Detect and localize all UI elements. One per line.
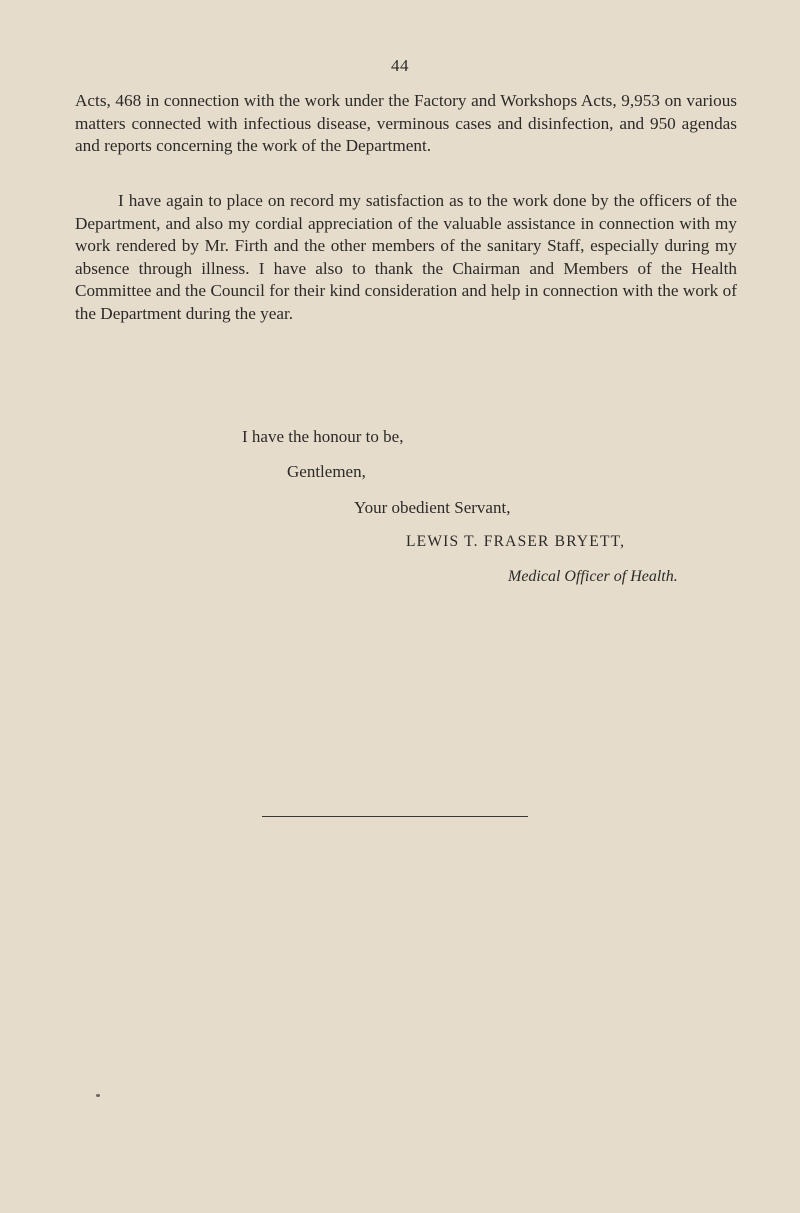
- closing-servant-line: Your obedient Servant,: [354, 498, 511, 517]
- body-paragraph-1: Acts, 468 in connection with the work under the Factory and Workshops Acts, 9,953 on various matters connected with infectious disease, verminous cases and disinfection, and 950 agendas and reports concerning the work of the Department.: [75, 91, 737, 155]
- signature-title: Medical Officer of Health.: [508, 568, 678, 585]
- paper-speck: [96, 1094, 100, 1097]
- closing-honour-line: I have the honour to be,: [242, 427, 404, 446]
- page-number: 44: [391, 56, 409, 75]
- body-paragraph-2: I have again to place on record my satisfaction as to the work done by the officers of the Department, and also my cordial appreciation of the valuable assistance in connection with my work rendered by Mr. Firth and the other members of the sanitary Staff, especially during my absence through illness. I have also to thank the Chairman and Members of the Health Committee and the Council for their kind consideration and help in connection with the work of the Department during the year.: [75, 191, 737, 323]
- closing-salutation: Gentlemen,: [287, 462, 366, 481]
- end-rule-divider: [262, 816, 528, 817]
- signature-name: LEWIS T. FRASER BRYETT,: [406, 533, 626, 550]
